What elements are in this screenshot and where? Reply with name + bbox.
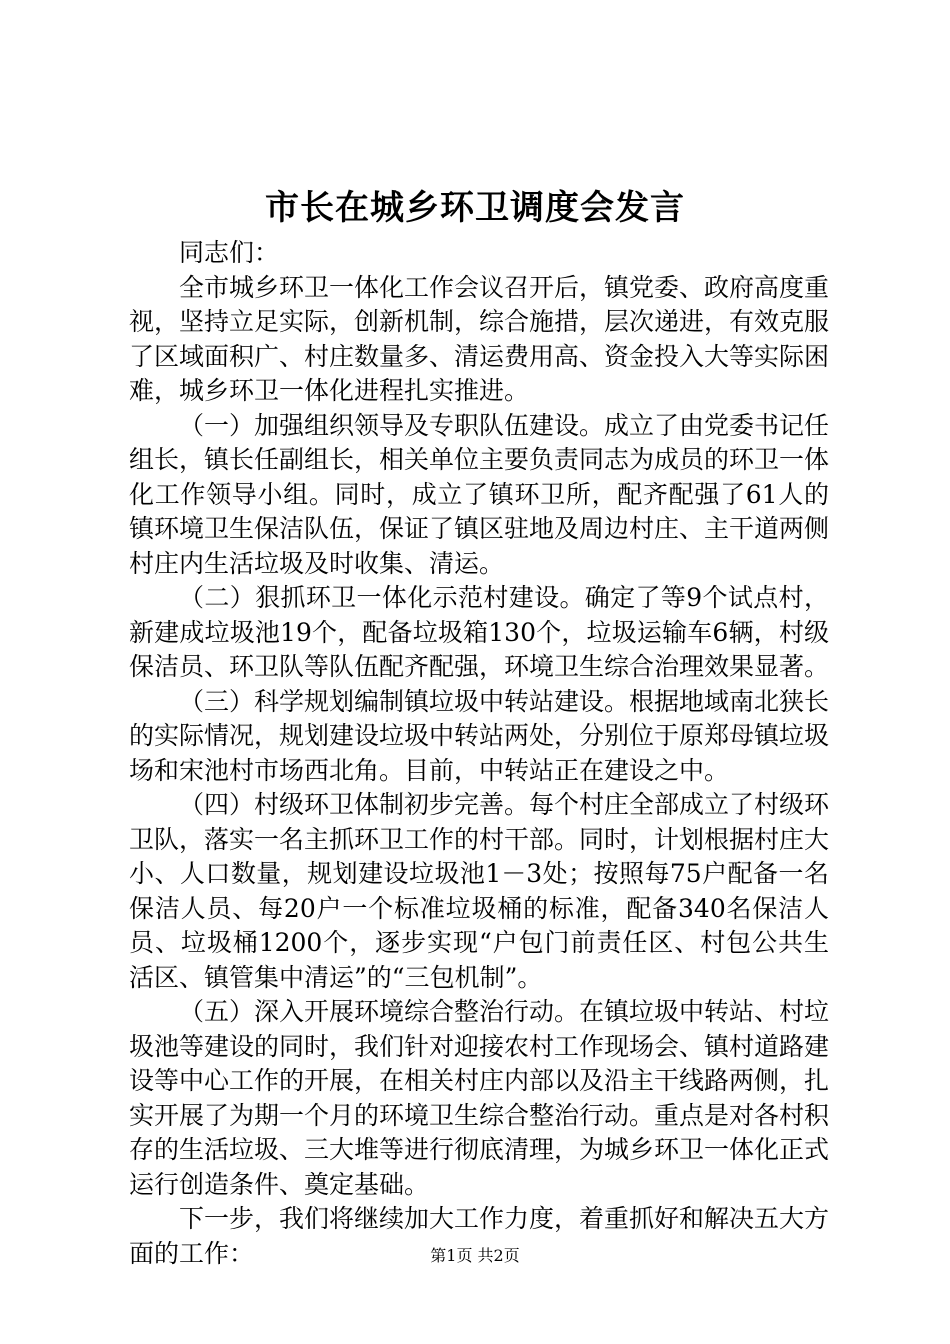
salutation: 同志们： <box>179 238 280 267</box>
page-number-footer: 第1页 共2页 <box>430 1246 520 1265</box>
document-body <box>129 236 829 1271</box>
document-title: 市长在城乡环卫调度会发言 <box>265 188 685 228</box>
paragraph-section-1: （一）加强组织领导及专职队伍建设。成立了由党委书记任组长，镇长任副组长，相关单位主要负责同志为成员的环卫一体化工作领导小组。同时，成立了镇环卫所，配齐配强了61人的镇环境卫生保洁队伍，保证了镇区驻地及周边村庄、主干道两侧村庄内生活垃圾及时收集、清运。 <box>129 410 830 578</box>
paragraph-section-5: （五）深入开展环境综合整治行动。在镇垃圾中转站、村垃圾池等建设的同时，我们针对迎接农村工作现场会、镇村道路建设等中心工作的开展，在相关村庄内部以及沿主干线路两侧，扎实开展了为期一个月的环境卫生综合整治行动。重点是对各村积存的生活垃圾、三大堆等进行彻底清理，为城乡环卫一体化正式运行创造条件、奠定基础。 <box>129 997 830 1199</box>
paragraph-section-2: （二）狠抓环卫一体化示范村建设。确定了等9个试点村，新建成垃圾池19个，配备垃圾箱130个，垃圾运输车6辆，村级保洁员、环卫队等队伍配齐配强，环境卫生综合治理效果显著。 <box>129 583 830 681</box>
paragraph-intro: 全市城乡环卫一体化工作会议召开后，镇党委、政府高度重视，坚持立足实际，创新机制，综合施措，层次递进，有效克服了区域面积广、村庄数量多、清运费用高、资金投入大等实际困难，城乡环卫一体化进程扎实推进。 <box>129 272 830 405</box>
paragraph-section-4: （四）村级环卫体制初步完善。每个村庄全部成立了村级环卫队，落实一名主抓环卫工作的村干部。同时，计划根据村庄大小、人口数量，规划建设垃圾池1－3处；按照每75户配备一名保洁人员、每20户一个标准垃圾桶的标准，配备340名保洁人员、垃圾桶1200个，逐步实现“户包门前责任区、村包公共生活区、镇管集中清运”的“三包机制”。 <box>129 790 830 992</box>
paragraph-next-steps: 下一步，我们将继续加大工作力度，着重抓好和解决五大方面的工作： <box>129 1204 830 1268</box>
paragraph-section-3: （三）科学规划编制镇垃圾中转站建设。根据地域南北狭长的实际情况，规划建设垃圾中转站两处，分别位于原郑母镇垃圾场和宋池村市场西北角。目前，中转站正在建设之中。 <box>129 686 830 785</box>
